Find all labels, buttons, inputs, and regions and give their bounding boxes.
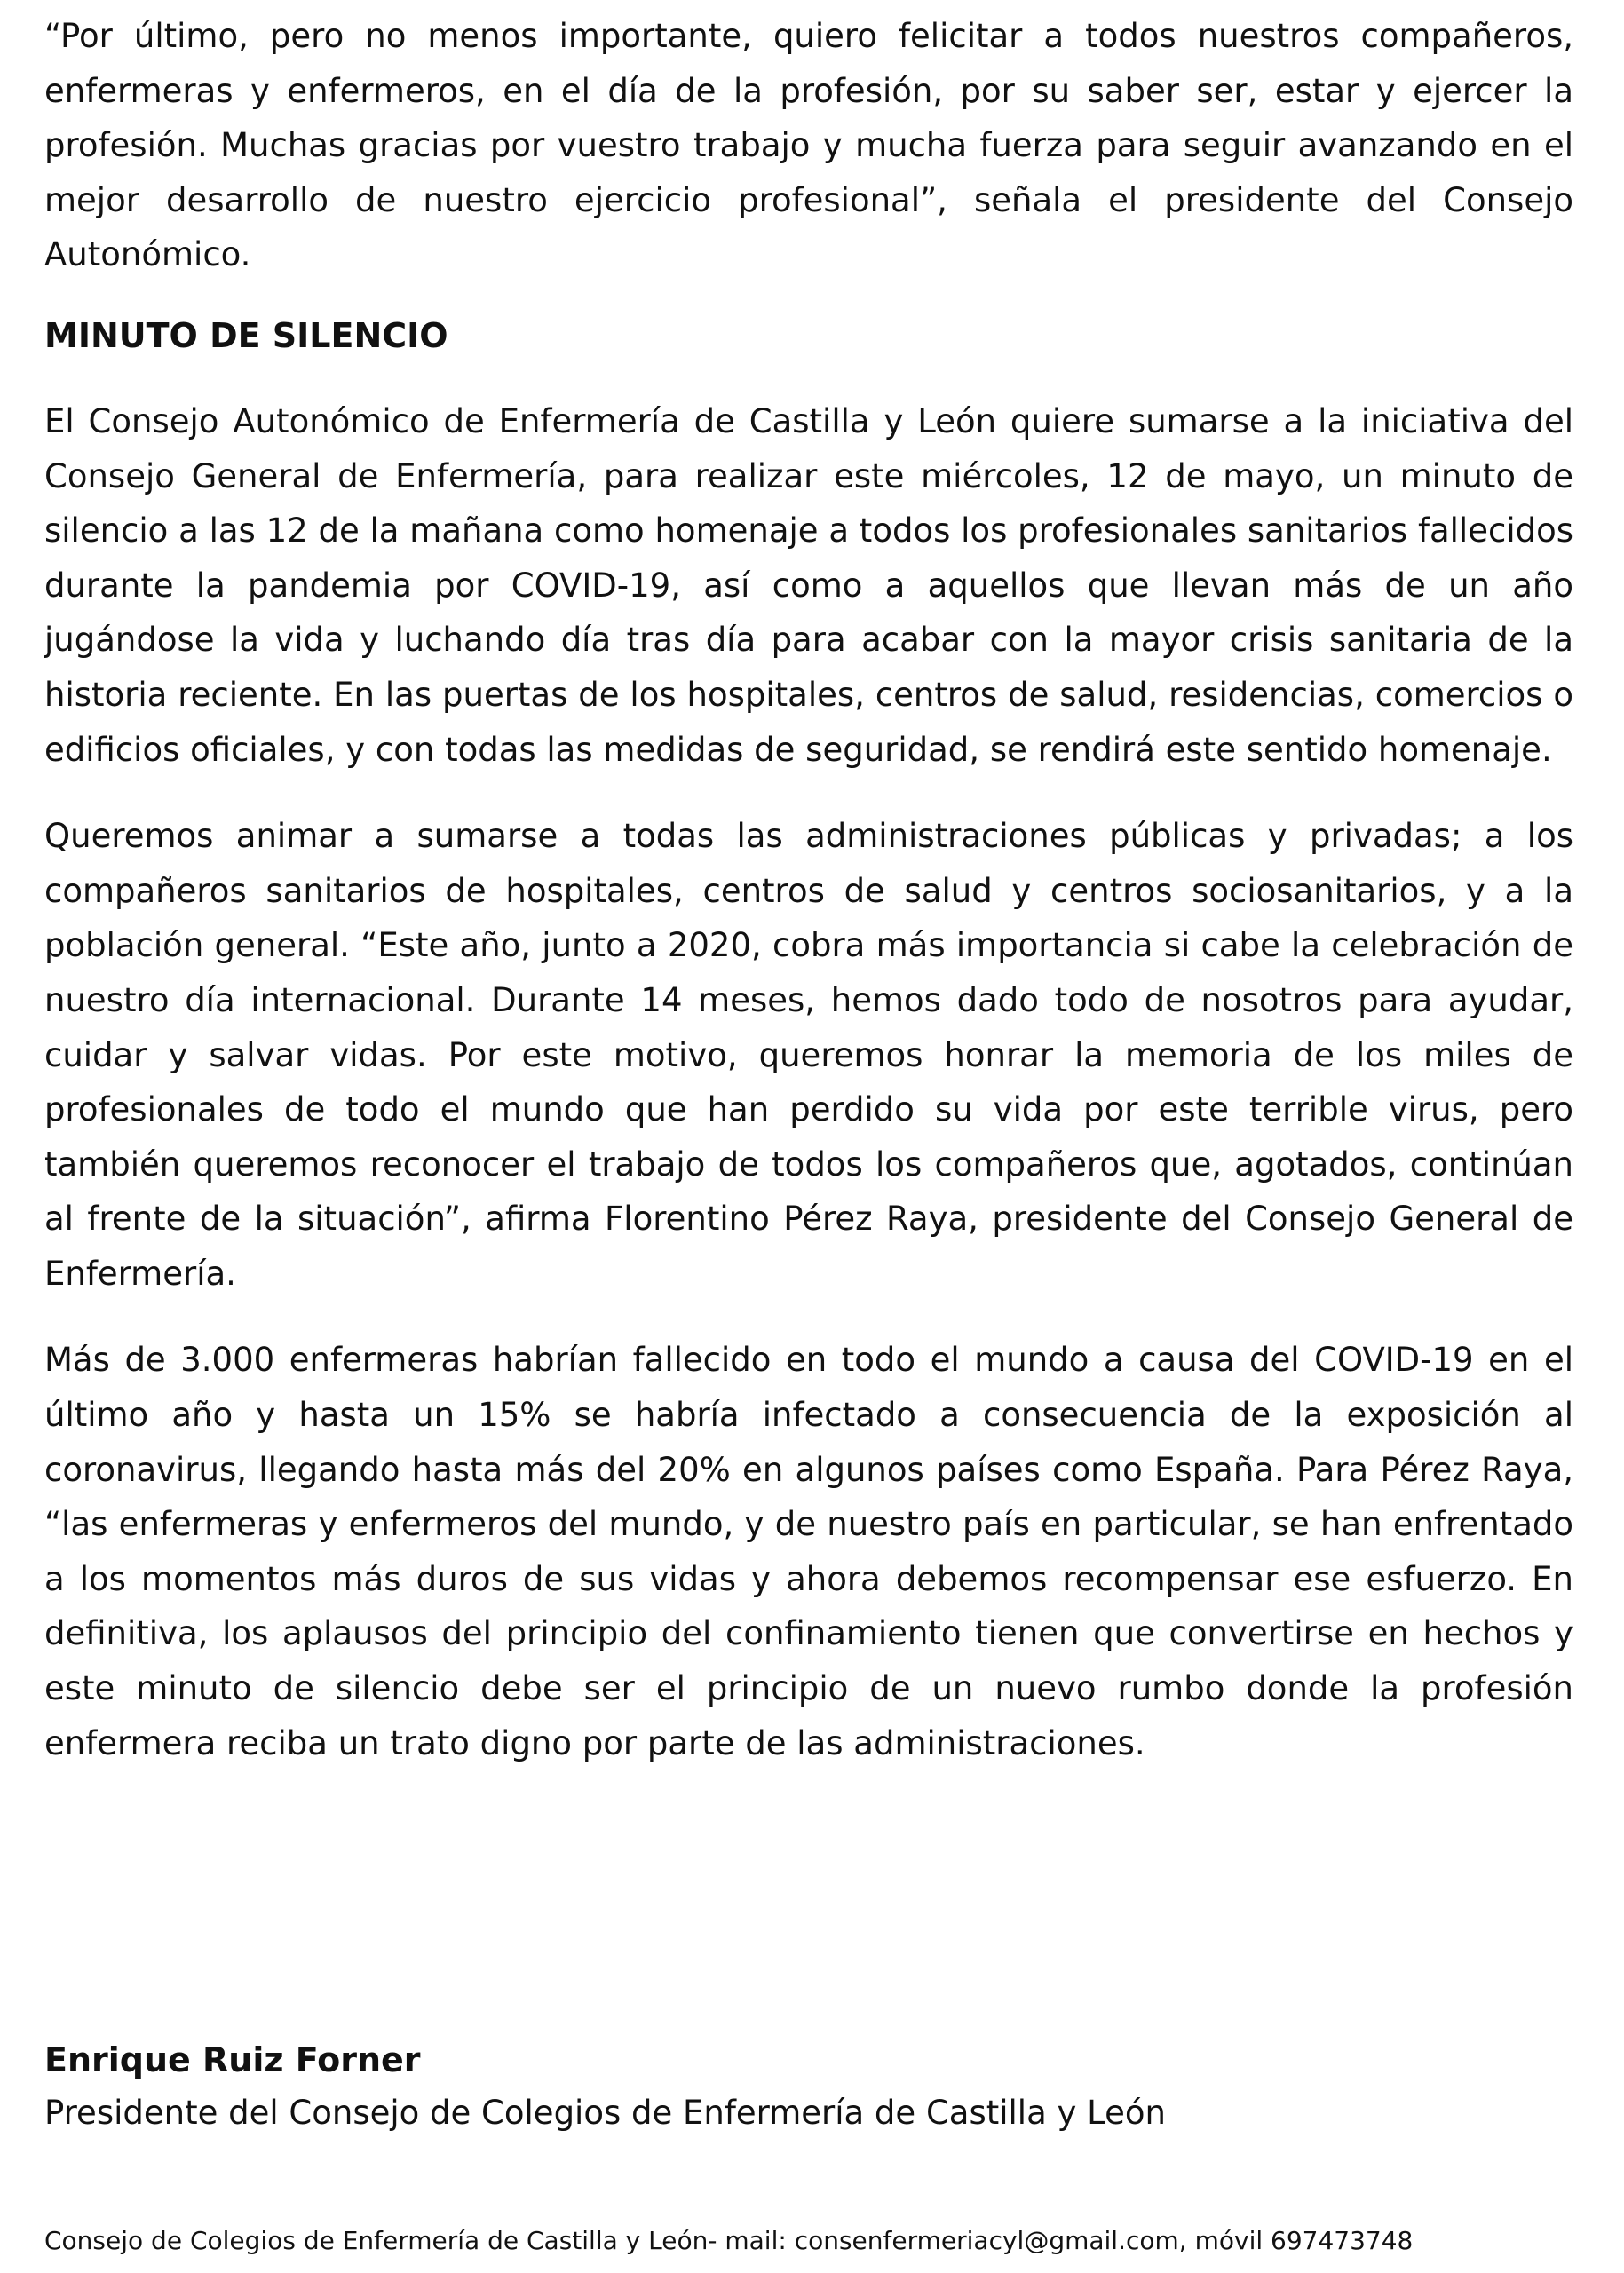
intro-paragraph: “Por último, pero no menos importante, quiero felicitar a todos nuestros compañeros, enfermeras y enfermeros, en el día de la profesión, por su saber ser, estar y ejercer la profesión. Muchas gracias por vuestro trabajo y mucha fuerza para seguir avanzando en el mejor desarrollo de nuestro ejercicio profesional”, señala el presidente del Consejo Autonómico. (44, 17, 1573, 274)
section-heading: MINUTO DE SILENCIO (44, 315, 448, 355)
signature-role: Presidente del Consejo de Colegios de Enfermería de Castilla y León (44, 2094, 1166, 2132)
paragraph-quote: Queremos animar a sumarse a todas las administraciones públicas y privadas; a los compañeros sanitarios de hospitales, centros de salud y centros sociosanitarios, y a la población general. “Este año, junto a 2020, cobra más importancia si cabe la celebración de nuestro día internacional. Durante 14 meses, hemos dado todo de nosotros para ayudar, cuidar y salvar vidas. Por este motivo, queremos honrar la memoria de los miles de profesionales de todo el mundo que han perdido su vida por este terrible virus, pero también queremos reconocer el trabajo de todos los compañeros que, agotados, continúan al frente de la situación”, afirma Florentino Pérez Raya, presidente del Consejo General de Enfermería. (44, 817, 1573, 1293)
page-footer: Consejo de Colegios de Enfermería de Castilla y León- mail: consenfermeriacyl@gmail.com, móvil 697473748 (44, 2226, 1414, 2255)
paragraph-statistics: Más de 3.000 enfermeras habrían fallecido en todo el mundo a causa del COVID-19 en el último año y hasta un 15% se habría infectado a consecuencia de la exposición al coronavirus, llegando hasta más del 20% en algunos países como España. Para Pérez Raya, “las enfermeras y enfermeros del mundo, y de nuestro país en particular, se han enfrentado a los momentos más duros de sus vidas y ahora debemos recompensar ese esfuerzo. En definitiva, los aplausos del principio del confinamiento tienen que convertirse en hechos y este minuto de silencio debe ser el principio de un nuevo rumbo donde la profesión enfermera reciba un trato digno por parte de las administraciones. (44, 1341, 1573, 1762)
signature-block (44, 2033, 1573, 2140)
document-body (44, 9, 1573, 1770)
paragraph-initiative: El Consejo Autonómico de Enfermería de Castilla y León quiere sumarse a la iniciativa del Consejo General de Enfermería, para realizar este miércoles, 12 de mayo, un minuto de silencio a las 12 de la mañana como homenaje a todos los profesionales sanitarios fallecidos durante la pandemia por COVID-19, así como a aquellos que llevan más de un año jugándose la vida y luchando día tras día para acabar con la mayor crisis sanitaria de la historia reciente. En las puertas de los hospitales, centros de salud, residencias, comercios o edificios oficiales, y con todas las medidas de seguridad, se rendirá este sentido homenaje. (44, 401, 1573, 769)
signature-name: Enrique Ruiz Forner (44, 2040, 421, 2079)
